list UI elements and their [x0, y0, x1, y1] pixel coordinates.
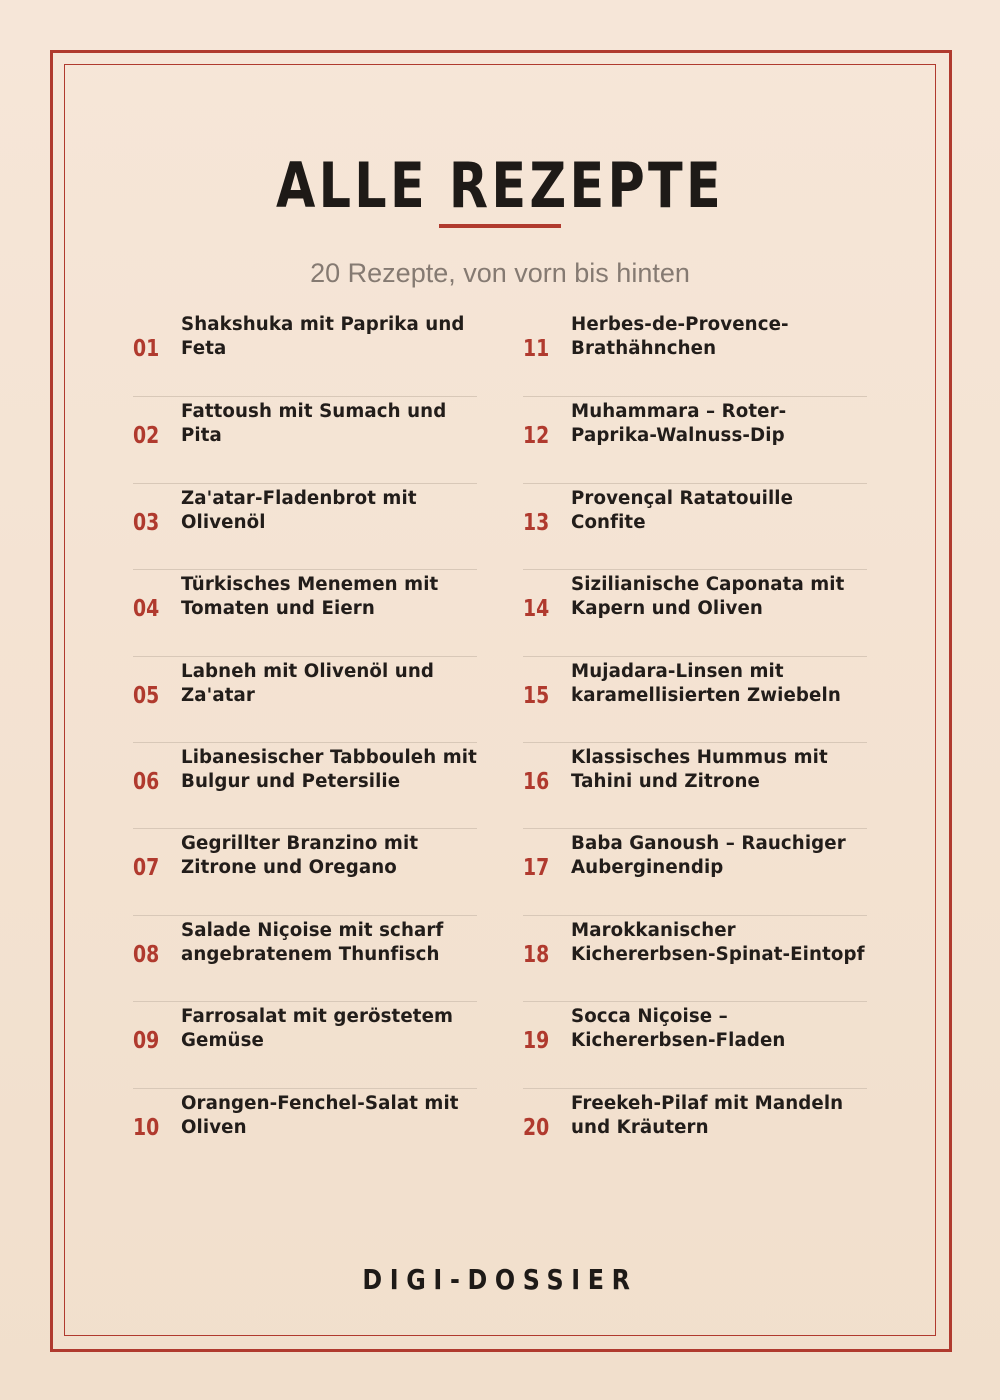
recipe-name: Orangen-Fenchel-Salat mit Oliven [181, 1092, 459, 1138]
recipe-name: Libanesischer Tabbouleh mit Bulgur und Petersilie [181, 746, 477, 792]
recipe-name: Muhammara – Roter-Paprika-Walnuss-Dip [571, 401, 787, 447]
recipe-number: 14 [523, 596, 550, 623]
recipe-item[interactable] [133, 310, 477, 396]
recipe-name: Farrosalat mit geröstetem Gemüse [181, 1006, 454, 1052]
recipe-item[interactable] [523, 483, 867, 569]
recipe-number: 17 [523, 855, 550, 882]
recipe-number: 09 [133, 1028, 160, 1055]
recipe-name: Shakshuka mit Paprika und Feta [181, 314, 465, 359]
recipe-name: Salade Niçoise mit scharf angebratenem Thunfisch [181, 919, 444, 965]
recipe-item[interactable] [133, 742, 477, 828]
recipe-number: 01 [133, 336, 160, 362]
recipe-number: 06 [133, 768, 160, 795]
recipe-item[interactable] [133, 915, 477, 1001]
recipe-item[interactable] [523, 915, 867, 1001]
recipe-name: Herbes-de-Provence-Brathähnchen [571, 314, 789, 359]
recipe-number: 07 [133, 855, 160, 882]
recipe-number: 11 [523, 336, 550, 362]
recipe-item[interactable] [523, 656, 867, 742]
recipe-list-left [133, 310, 477, 1174]
recipe-name: Baba Ganoush – Rauchiger Auberginendip [571, 833, 846, 879]
recipe-list-right [523, 310, 867, 1174]
recipe-number: 05 [133, 682, 160, 709]
recipe-number: 04 [133, 596, 160, 623]
page-subtitle: 20 Rezepte, von vorn bis hinten [310, 258, 690, 288]
recipe-number: 02 [133, 423, 160, 450]
recipe-item[interactable] [523, 742, 867, 828]
recipe-number: 18 [523, 941, 550, 968]
recipe-item[interactable] [523, 1001, 867, 1087]
recipe-item[interactable] [133, 569, 477, 655]
brand-footer: DIGI-DOSSIER [362, 1263, 638, 1296]
recipe-item[interactable] [523, 310, 867, 396]
recipe-name: Fattoush mit Sumach und Pita [181, 401, 447, 447]
recipe-name: Sizilianische Caponata mit Kapern und Oliven [571, 574, 845, 620]
recipe-name: Marokkanischer Kichererbsen-Spinat-Eintopf [571, 919, 865, 965]
recipe-number: 16 [523, 768, 550, 795]
recipe-item[interactable] [133, 1088, 477, 1174]
title-underline [439, 224, 561, 228]
recipe-name: Türkisches Menemen mit Tomaten und Eiern [181, 574, 439, 620]
recipe-name: Socca Niçoise – Kichererbsen-Fladen [571, 1006, 786, 1052]
recipe-item[interactable] [523, 569, 867, 655]
recipe-item[interactable] [133, 828, 477, 914]
recipe-item[interactable] [523, 828, 867, 914]
recipe-number: 08 [133, 941, 160, 968]
recipe-number: 03 [133, 509, 160, 536]
recipe-item[interactable] [523, 1088, 867, 1174]
recipe-name: Za'atar-Fladenbrot mit Olivenöl [181, 487, 417, 533]
recipe-number: 13 [523, 509, 550, 536]
recipe-number: 20 [523, 1114, 550, 1141]
recipe-name: Provençal Ratatouille Confite [571, 487, 794, 533]
recipe-name: Mujadara-Linsen mit karamellisierten Zwiebeln [571, 660, 841, 706]
recipe-number: 10 [133, 1114, 160, 1141]
recipe-name: Labneh mit Olivenöl und Za'atar [181, 660, 434, 706]
page-title: ALLE REZEPTE [275, 149, 725, 222]
recipe-name: Gegrillter Branzino mit Zitrone und Oregano [181, 833, 419, 879]
recipe-name: Freekeh-Pilaf mit Mandeln und Kräutern [571, 1092, 844, 1138]
recipe-number: 19 [523, 1028, 550, 1055]
recipe-item[interactable] [523, 396, 867, 482]
recipe-number: 12 [523, 423, 550, 450]
recipe-item[interactable] [133, 656, 477, 742]
recipe-item[interactable] [133, 483, 477, 569]
recipe-item[interactable] [133, 396, 477, 482]
recipe-number: 15 [523, 682, 550, 709]
recipe-name: Klassisches Hummus mit Tahini und Zitrone [571, 746, 828, 792]
recipe-item[interactable] [133, 1001, 477, 1087]
